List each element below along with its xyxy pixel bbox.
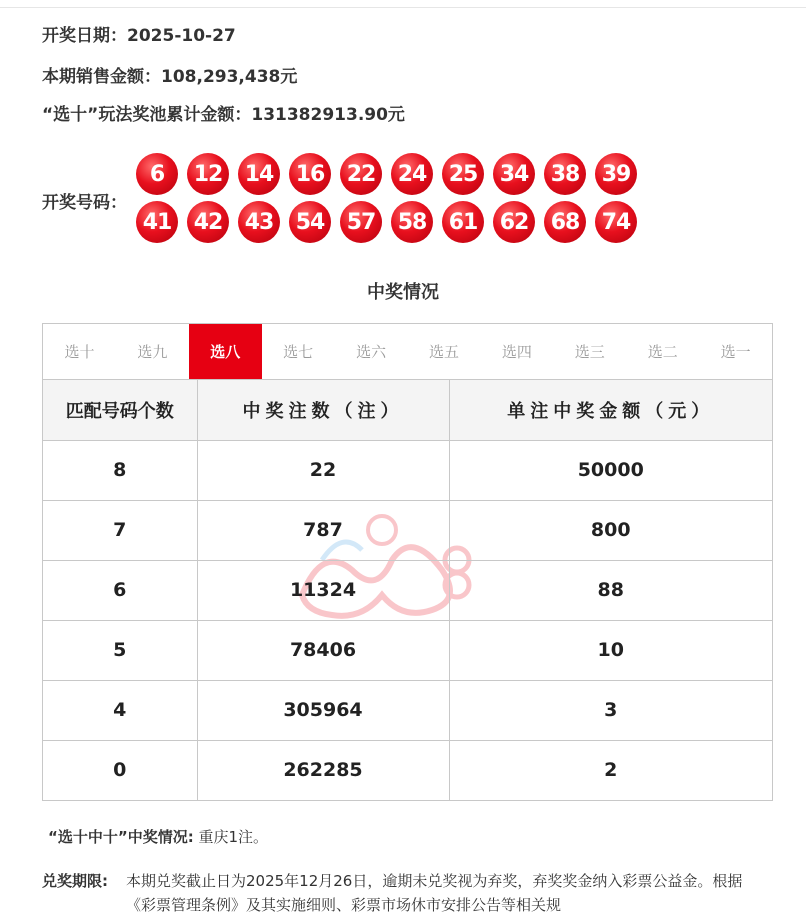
redeem-deadline-text: 本期兑奖截止日为2025年12月26日，逾期未兑奖视为弃奖，弃奖奖金纳入彩票公益金。根据《彩票管理条例》及其实施细则、彩票市场休市安排公告等相关规: [126, 872, 743, 913]
draw-number-ball: 57: [340, 201, 382, 243]
draw-number-ball: 22: [340, 153, 382, 195]
tab-play-type[interactable]: 选六: [356, 343, 387, 361]
table-row: [43, 440, 772, 500]
top-prize-note-text: 重庆1注。: [198, 828, 269, 846]
tab-play-type[interactable]: 选九: [137, 343, 168, 361]
draw-number-ball: 42: [187, 201, 229, 243]
cell-match-count: 6: [43, 560, 197, 620]
section-title: 中奖情况: [367, 282, 439, 303]
sales-amount: [42, 62, 297, 87]
table-row: [43, 560, 772, 620]
tab-play-type[interactable]: 选一: [720, 343, 751, 361]
cell-winner-count: 787: [197, 500, 449, 560]
draw-number-ball: 62: [493, 201, 535, 243]
header-winner-count: 中奖注数（注）: [197, 380, 449, 440]
draw-number-ball: 54: [289, 201, 331, 243]
jackpot-pool-value: 131382913.90元: [251, 105, 405, 125]
draw-number-ball: 58: [391, 201, 433, 243]
jackpot-pool: [42, 100, 405, 125]
table-row: [43, 620, 772, 680]
draw-numbers-label: 开奖号码：: [42, 193, 127, 213]
draw-date-label: 开奖日期：: [42, 26, 127, 46]
draw-number-ball: 38: [544, 153, 586, 195]
redeem-deadline-label: 兑奖期限:: [42, 872, 108, 890]
header-prize-amount: 单注中奖金额（元）: [449, 380, 772, 440]
draw-number-ball: 39: [595, 153, 637, 195]
cell-winner-count: 22: [197, 440, 449, 500]
draw-number-ball: 61: [442, 201, 484, 243]
prize-table-header: [43, 380, 772, 440]
cell-match-count: 7: [43, 500, 197, 560]
tab-play-type[interactable]: 选三: [574, 343, 605, 361]
tab-play-type[interactable]: 选七: [283, 343, 314, 361]
cell-prize-amount: 2: [449, 740, 772, 800]
cell-prize-amount: 800: [449, 500, 772, 560]
redeem-deadline: [42, 869, 762, 913]
cell-winner-count: 11324: [197, 560, 449, 620]
draw-number-ball: 12: [187, 153, 229, 195]
tab-play-type[interactable]: 选八: [189, 324, 262, 379]
top-divider: [0, 7, 806, 8]
table-row: [43, 500, 772, 560]
play-type-tabs: [43, 324, 772, 380]
tab-play-type[interactable]: 选二: [647, 343, 678, 361]
cell-prize-amount: 50000: [449, 440, 772, 500]
cell-winner-count: 78406: [197, 620, 449, 680]
tab-play-type[interactable]: 选五: [428, 343, 459, 361]
cell-match-count: 8: [43, 440, 197, 500]
table-row: [43, 740, 772, 800]
cell-prize-amount: 10: [449, 620, 772, 680]
cell-prize-amount: 88: [449, 560, 772, 620]
draw-number-ball: 24: [391, 153, 433, 195]
draw-date-value: 2025-10-27: [127, 26, 236, 46]
draw-date: [42, 21, 236, 46]
draw-numbers: [136, 153, 646, 243]
draw-number-ball: 43: [238, 201, 280, 243]
top-prize-note-label: “选十中十”中奖情况:: [48, 828, 194, 846]
table-row: [43, 680, 772, 740]
tab-play-type[interactable]: 选四: [501, 343, 532, 361]
draw-number-ball: 25: [442, 153, 484, 195]
cell-winner-count: 262285: [197, 740, 449, 800]
cell-match-count: 4: [43, 680, 197, 740]
sales-amount-value: 108,293,438元: [161, 67, 298, 87]
cell-prize-amount: 3: [449, 680, 772, 740]
top-prize-note: [48, 826, 268, 847]
draw-number-ball: 14: [238, 153, 280, 195]
draw-number-ball: 68: [544, 201, 586, 243]
draw-number-ball: 16: [289, 153, 331, 195]
draw-number-ball: 74: [595, 201, 637, 243]
cell-match-count: 0: [43, 740, 197, 800]
prize-table: [43, 380, 772, 800]
tab-play-type[interactable]: 选十: [64, 343, 95, 361]
prize-table-container: [42, 323, 773, 801]
draw-number-ball: 6: [136, 153, 178, 195]
cell-match-count: 5: [43, 620, 197, 680]
jackpot-pool-label: “选十”玩法奖池累计金额：: [42, 105, 252, 125]
sales-amount-label: 本期销售金额：: [42, 67, 161, 87]
draw-number-ball: 34: [493, 153, 535, 195]
draw-number-ball: 41: [136, 201, 178, 243]
header-match-count: 匹配号码个数: [43, 380, 197, 440]
cell-winner-count: 305964: [197, 680, 449, 740]
